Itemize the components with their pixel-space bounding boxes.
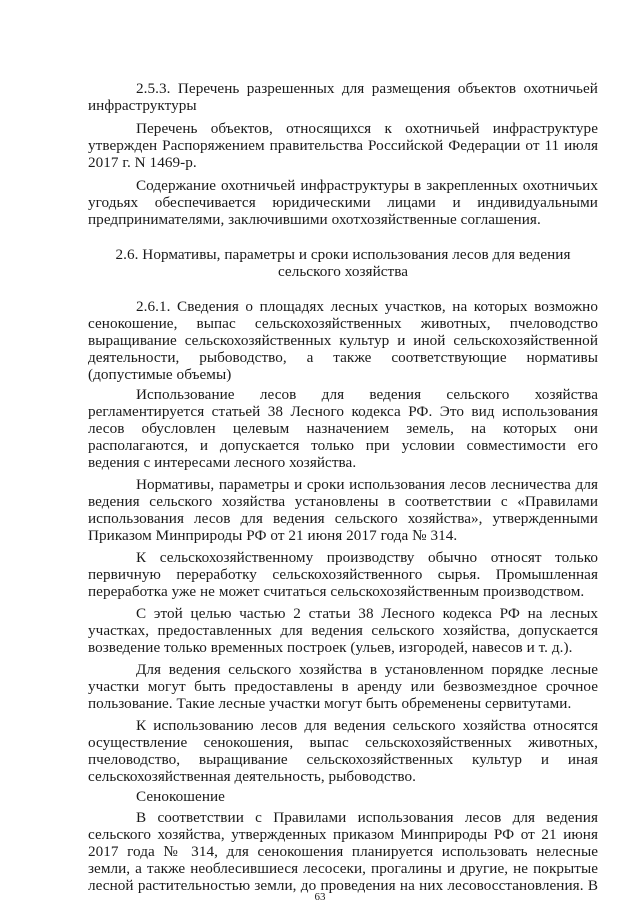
- paragraph-line: угодьях обеспечивается юридическими лицами и индивидуальными: [88, 194, 598, 211]
- paragraph-line: ведения сельского хозяйства установлены в соответствии с «Правилами: [88, 493, 598, 510]
- paragraph-line: сельскохозяйственная деятельность, рыбоводство.: [88, 768, 417, 785]
- paragraph-line: возведение только временных построек (ульев, изгородей, навесов и т. д.).: [88, 639, 573, 656]
- paragraph-line: регламентируется статьей 38 Лесного кодекса РФ. Это вид использования: [88, 403, 598, 420]
- section-2-6-1-heading-line: сенокошение, выпас сельскохозяйственных животных, пчеловодство: [88, 315, 598, 332]
- paragraph-line: Использование лесов для ведения сельского хозяйства: [136, 386, 598, 403]
- page-number: 63: [314, 891, 326, 903]
- paragraph-line: С этой целью частью 2 статьи 38 Лесного кодекса РФ на лесных: [136, 605, 598, 622]
- paragraph-line: 2017 г. N 1469-р.: [88, 154, 197, 171]
- paragraph-line: лесной растительностью земли, до проведения на них лесовосстановления. В: [88, 877, 598, 894]
- paragraph-line: Перечень объектов, относящихся к охотничьей инфраструктуре: [136, 120, 598, 137]
- paragraph-line: утвержден Распоряжением правительства Российской Федерации от 11 июля: [88, 137, 598, 154]
- subheading-senokoshenie: Сенокошение: [136, 788, 225, 805]
- section-2-6-1-heading-line: (допустимые объемы): [88, 366, 232, 383]
- paragraph-line: участки могут быть предоставлены в аренду или безвозмездное срочное: [88, 678, 598, 695]
- paragraph-line: земли, а также необлесившиеся лесосеки, прогалины и другие, не покрытые: [88, 860, 598, 877]
- paragraph-line: пользование. Такие лесные участки могут быть обременены сервитутами.: [88, 695, 572, 712]
- paragraph-line: Приказом Минприроды РФ от 21 июня 2017 года № 314.: [88, 527, 458, 544]
- paragraph-line: переработка уже не может считаться сельскохозяйственным производством.: [88, 583, 585, 600]
- section-2-6-1-heading-line: деятельности, рыбоводство, а также соответствующие нормативы: [88, 349, 598, 366]
- section-2-5-3-heading-line-1: 2.5.3. Перечень разрешенных для размещения объектов охотничьей: [136, 80, 598, 97]
- paragraph-line: осуществление сенокошения, выпас сельскохозяйственных животных,: [88, 734, 598, 751]
- section-2-6-heading-line-1: 2.6. Нормативы, параметры и сроки использования лесов для ведения: [115, 246, 571, 263]
- paragraph-line: сельского хозяйства, утвержденных приказом Минприроды РФ от 21 июня: [88, 826, 598, 843]
- paragraph-line: К использованию лесов для ведения сельского хозяйства относятся: [136, 717, 598, 734]
- paragraph-line: первичную переработку сельскохозяйственного сырья. Промышленная: [88, 566, 598, 583]
- paragraph-line: 2017 года № 314, для сенокошения планируется использовать нелесные: [88, 843, 598, 860]
- paragraph-line: В соответствии с Правилами использования лесов для ведения: [136, 809, 598, 826]
- paragraph-line: Нормативы, параметры и сроки использования лесов лесничества для: [136, 476, 598, 493]
- section-2-6-1-heading-line: выращивание сельскохозяйственных культур и иной сельскохозяйственной: [88, 332, 598, 349]
- paragraph-line: Для ведения сельского хозяйства в установленном порядке лесные: [136, 661, 598, 678]
- section-2-5-3-heading-line-2: инфраструктуры: [88, 97, 197, 114]
- paragraph-line: лесов обусловлен целевым назначением земель, на которых они: [88, 420, 598, 437]
- paragraph-line: Содержание охотничьей инфраструктуры в закрепленных охотничьих: [136, 177, 598, 194]
- paragraph-line: предпринимателями, заключившими охотхозяйственные соглашения.: [88, 211, 541, 228]
- paragraph-line: располагаются, и допускается только при условии совместимости его: [88, 437, 598, 454]
- paragraph-line: К сельскохозяйственному производству обычно относят только: [136, 549, 598, 566]
- section-2-6-1-heading-line: 2.6.1. Сведения о площадях лесных участков, на которых возможно: [136, 298, 598, 315]
- paragraph-line: ведения с интересами лесного хозяйства.: [88, 454, 357, 471]
- section-2-6-heading-line-2: сельского хозяйства: [277, 263, 409, 280]
- paragraph-line: использования лесов для ведения сельского хозяйства», утвержденными: [88, 510, 598, 527]
- paragraph-line: участках, предоставленных для ведения сельского хозяйства, допускается: [88, 622, 598, 639]
- paragraph-line: пчеловодство, выращивание сельскохозяйственных культур и иная: [88, 751, 598, 768]
